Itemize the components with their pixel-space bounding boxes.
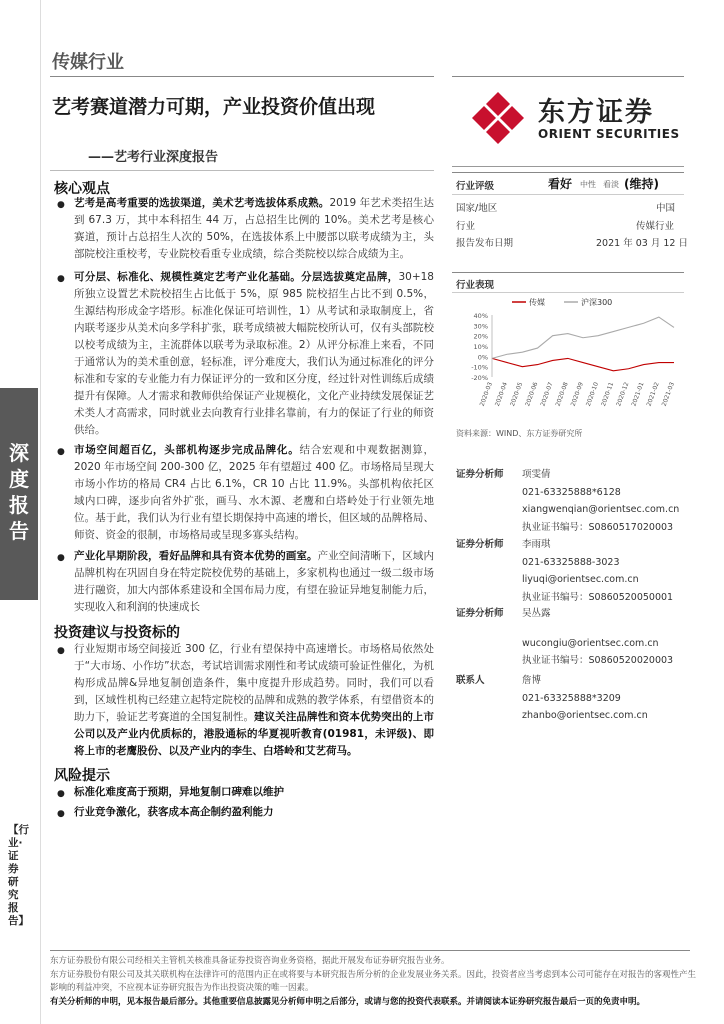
logo-rule	[452, 166, 684, 167]
analyst-2: 李雨琪 021-63325888-3023 liyuqi@orientsec.com.cn 执业证书编号：S0860520050001	[522, 539, 674, 603]
x-tick-label: 2020-08	[554, 381, 570, 408]
rating-maintain: (维持)	[624, 177, 659, 191]
bullet-icon: ●	[57, 447, 65, 457]
title-rule	[50, 170, 434, 171]
header-rule	[50, 76, 434, 77]
left-margin-rule	[40, 0, 41, 1024]
side-vertical-label: 【行业·证券研究报告】	[8, 824, 29, 927]
x-tick-label: 2021-01	[630, 381, 646, 408]
rating-rule	[452, 194, 684, 195]
footer-line-2: 东方证券股份有限公司及其关联机构在法律许可的范围内正在或将要与本研究报告所分析的企业发展业务关系。因此，投资者应当考虑到本公司可能存在对报告的客观性产生影响的利益冲突，不应视本证券研究报告为作出投资决策的唯一因素。	[50, 970, 697, 993]
country-value: 中国	[656, 203, 676, 214]
x-tick-label: 2020-03	[478, 381, 494, 408]
bullet-icon: ●	[57, 553, 65, 563]
legend-label: 沪深300	[581, 298, 613, 307]
analyst-3: 吴丛露 wucongiu@orientsec.com.cn 执业证书编号：S0860520020003	[522, 608, 674, 666]
analyst-role-3: 证券分析师	[456, 608, 504, 619]
footer-line-1: 东方证券股份有限公司经相关主管机关核准具备证券投资咨询业务资格，据此开展发布证券研究报告业务。	[50, 956, 450, 966]
x-tick-label: 2020-11	[600, 381, 616, 408]
analyst-role-1: 证券分析师	[456, 469, 504, 480]
series-line	[492, 317, 674, 358]
header-rule-right	[452, 76, 684, 77]
core-view-item-2: 可分层、标准化、规模性奠定艺考产业化基础。分层选拔奠定品牌，30+18 所独立设置艺术院校招生占比低于 5%，原 985 院校招生占比不到 0.5%，生源结构形成金字塔形。标准化保证可培训性，1）从考试和录取制度上，省内联考逐步从美术向多学科扩张，联考成绩被大幅院校所认可，仅有头部院校以校考成绩为主，主流群体以联考为录取标准。2）从评分标准上来看，不同于通常认为的美术重创意，轻标准，评分难度大，我们认为通过标准化的评分标准和专家的专业能力有力保证评分的一致和区分度，经过针对性训练后成绩提升有保障。人才需求和教师供给保证产业规模化，文化产业持续发展保证艺术类人才高需求，同时就业去向教育行业排名靠前，有力的保证了行业的师资供给。	[74, 271, 434, 436]
core-view-item-4: 产业化早期阶段，看好品牌和具有资本优势的画室。产业空间清晰下，区域内品牌机构在巩固自身在特定院校优势的基础上，多家机构也通过一级二级市场进行融资，加大内部体系建设和全国布局力度，有望在验证异地复制能力后，实现收入和利润的快速成长	[74, 550, 435, 613]
bullet-icon: ●	[57, 789, 65, 799]
industry-value: 传媒行业	[636, 221, 675, 232]
bullet-icon: ●	[57, 274, 65, 284]
chart-source: 资料来源：WIND、东方证券研究所	[456, 429, 583, 438]
core-view-item-1: 艺考是高考重要的选拔渠道，美术艺考选拔体系成熟。2019 年艺术类招生达到 67.3 万，其中本科招生 44 万，占总招生比例的 10%。美术艺考是核心赛道，预计占总招生人次的 50%，在选拔体系上中腰部以联考成绩为主，头部院校注重校考，专业院校看重专业成绩，综合类院校以综合成绩为主。	[74, 197, 434, 260]
risk-item-1: 标准化难度高于预期，异地复制口碑难以维护	[74, 786, 284, 798]
sector-label: 传媒行业	[52, 52, 124, 73]
orient-logo-icon	[470, 90, 526, 146]
x-tick-label: 2021-03	[660, 381, 676, 408]
y-tick-label: 20%	[473, 332, 488, 341]
bullet-icon: ●	[57, 809, 65, 819]
x-tick-label: 2020-09	[569, 381, 585, 408]
footer-rule	[50, 950, 690, 951]
series-line	[492, 358, 674, 370]
x-tick-label: 2020-04	[493, 381, 510, 408]
x-tick-label: 2020-10	[584, 381, 601, 408]
perf-heading: 行业表现	[456, 280, 495, 291]
x-tick-label: 2020-07	[539, 381, 555, 408]
contact-role: 联系人	[456, 675, 485, 686]
y-tick-label: 30%	[473, 322, 488, 331]
y-tick-label: -10%	[471, 363, 488, 372]
x-tick-label: 2021-02	[645, 381, 661, 408]
report-title: 艺考赛道潜力可期，产业投资价值出现	[52, 96, 376, 118]
invest-text: 行业短期市场空间接近 300 亿，行业有望保持中高速增长。市场格局依然处于“大市场、小作坊”状态，考试培训需求刚性和考试成绩可验证性催化，为机构形成品牌&异地复制创造条件，集中度提升形成趋势。同时，我们可以看到，区域性机构已经建立起特定院校的品牌和成熟的教学体系，有望借资本的助力下，验证艺考赛道的全国复制性。建议关注品牌性和资本优势突出的上市公司以及产业内优质标的，港股通标的华夏视听教育(01981，未评级)、即将上市的老鹰股份、以及产业内的李生、白塔岭和艾艺荷马。	[74, 643, 435, 757]
x-tick-label: 2020-12	[615, 381, 631, 408]
x-tick-label: 2020-06	[524, 381, 540, 408]
core-view-item-3: 市场空间超百亿，头部机构逐步完成品牌化。结合宏观和中观数据测算，2020 年市场空间 200-300 亿，2025 年有望超过 400 亿。市场格局呈现大市场小作坊的格局 CR4 占比 6.1%，CR 10 占比 11.9%。头部机构依托区域内口碑，逐步向省外扩张，画马、水木源、老鹰和白塔岭处于行业领先地位。基于此，我们认为行业有望长期保持中高速的增长，但区域的品牌格局、师资、资金的很制，市场格局或呈现多寡头结构。	[74, 444, 435, 541]
perf-rule2	[452, 292, 684, 293]
y-tick-label: 40%	[473, 312, 488, 320]
bullet-icon: ●	[57, 646, 65, 656]
report-subtitle: ——艺考行业深度报告	[88, 150, 219, 165]
contact-person: 詹博 021-63325888*3209 zhanbo@orientsec.com.cn	[522, 675, 648, 721]
footer-line-3: 有关分析师的申明，见本报告最后部分。其他重要信息披露见分析师申明之后部分，或请与您的投资代表联系。并请阅读本证券研究报告最后一页的免责申明。	[50, 997, 646, 1007]
risk-heading: 风险提示	[54, 768, 110, 784]
invest-heading: 投资建议与投资标的	[54, 625, 180, 641]
rating-neutral: 中性	[580, 180, 596, 189]
rating-top-rule	[452, 172, 684, 173]
rating-label: 行业评级	[456, 181, 495, 192]
y-tick-label: 10%	[473, 343, 488, 351]
side-tag-text: 深度报告	[9, 441, 29, 543]
industry-label: 行业	[456, 221, 476, 232]
logo-en-text: ORIENT SECURITIES	[538, 127, 680, 141]
rating-bearish: 看淡	[603, 180, 619, 189]
bullet-icon: ●	[57, 200, 65, 210]
analyst-role-2: 证券分析师	[456, 539, 504, 550]
performance-chart	[452, 295, 684, 420]
rating-value: 看好	[548, 177, 573, 191]
country-label: 国家/地区	[456, 203, 498, 214]
y-tick-label: 0%	[477, 353, 488, 362]
logo-cn-text: 东方证券	[538, 97, 654, 128]
y-tick-label: -20%	[471, 374, 488, 382]
legend-label: 传媒	[529, 298, 545, 307]
analyst-1: 项雯倩 021-63325888*6128 xiangwenqian@orientsec.com.cn 执业证书编号：S0860517020003	[522, 469, 680, 533]
date-label: 报告发布日期	[456, 238, 514, 249]
risk-item-2: 行业竞争激化，获客成本高企制约盈利能力	[74, 806, 274, 818]
perf-rule	[452, 272, 684, 273]
core-view-heading: 核心观点	[54, 181, 110, 197]
date-value: 2021 年 03 月 12 日	[596, 238, 688, 249]
x-tick-label: 2020-05	[509, 381, 525, 408]
